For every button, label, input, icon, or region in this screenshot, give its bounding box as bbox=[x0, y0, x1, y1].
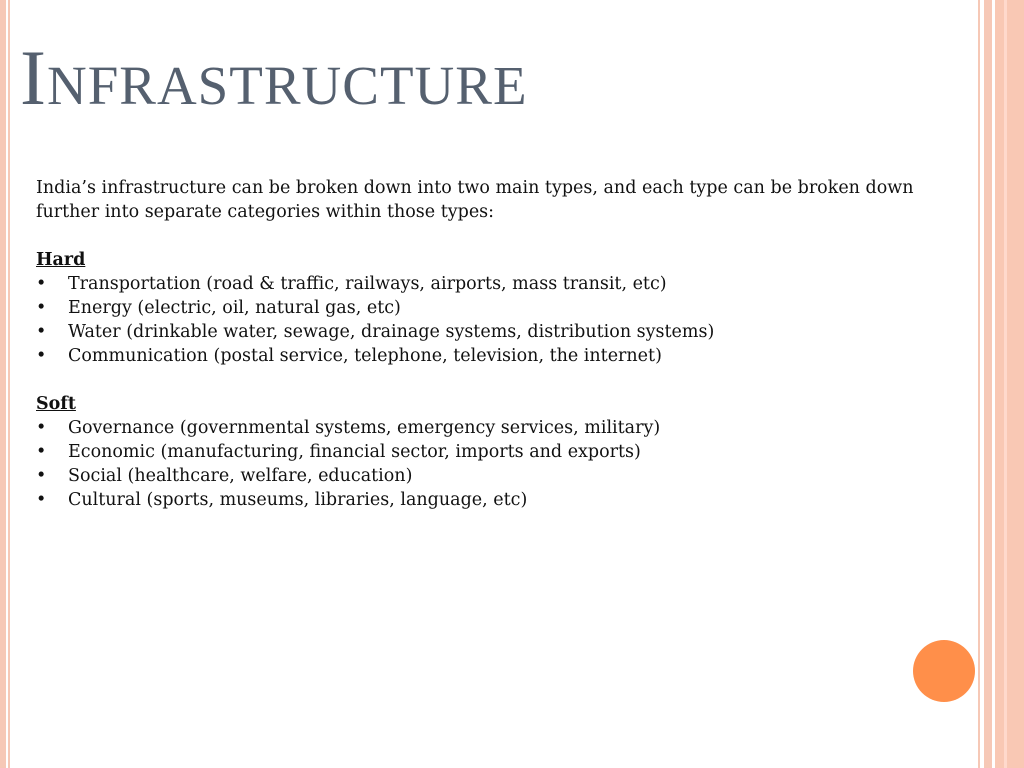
list-item bbox=[36, 488, 946, 512]
right-decorative-thin-stripe bbox=[978, 0, 980, 768]
bullet-icon: • bbox=[36, 418, 47, 438]
section-heading-hard: Hard bbox=[36, 250, 86, 270]
bullet-icon: • bbox=[36, 274, 47, 294]
right-decorative-band-highlight bbox=[1004, 0, 1007, 768]
list-item-text: Water (drinkable water, sewage, drainage systems, distribution systems) bbox=[68, 322, 715, 342]
soft-infrastructure-list bbox=[36, 416, 946, 512]
bullet-icon: • bbox=[36, 322, 47, 342]
bullet-icon: • bbox=[36, 346, 47, 366]
spacer bbox=[36, 224, 946, 248]
list-item bbox=[36, 320, 946, 344]
bullet-icon: • bbox=[36, 490, 47, 510]
list-item-text: Social (healthcare, welfare, education) bbox=[68, 466, 413, 486]
list-item-text: Transportation (road & traffic, railways, airports, mass transit, etc) bbox=[68, 274, 667, 294]
list-item bbox=[36, 272, 946, 296]
decorative-circle-icon bbox=[913, 640, 975, 702]
hard-infrastructure-list bbox=[36, 272, 946, 368]
right-decorative-band bbox=[995, 0, 1024, 768]
list-item bbox=[36, 464, 946, 488]
bullet-icon: • bbox=[36, 442, 47, 462]
bullet-icon: • bbox=[36, 466, 47, 486]
slide-body bbox=[36, 176, 946, 512]
list-item-text: Governance (governmental systems, emergency services, military) bbox=[68, 418, 661, 438]
right-decorative-stripe bbox=[984, 0, 992, 768]
bullet-icon: • bbox=[36, 298, 47, 318]
spacer bbox=[36, 368, 946, 392]
list-item bbox=[36, 440, 946, 464]
list-item-text: Communication (postal service, telephone, television, the internet) bbox=[68, 346, 662, 366]
list-item bbox=[36, 296, 946, 320]
slide-title: Infrastructure bbox=[20, 34, 528, 121]
intro-paragraph: India’s infrastructure can be broken down into two main types, and each type can be broken down further into separate categories within those types: bbox=[36, 178, 914, 222]
list-item bbox=[36, 416, 946, 440]
list-item-text: Energy (electric, oil, natural gas, etc) bbox=[68, 298, 401, 318]
list-item-text: Cultural (sports, museums, libraries, language, etc) bbox=[68, 490, 528, 510]
left-decorative-thin-stripe bbox=[8, 0, 10, 768]
list-item-text: Economic (manufacturing, financial sector, imports and exports) bbox=[68, 442, 641, 462]
list-item bbox=[36, 344, 946, 368]
left-decorative-stripe bbox=[0, 0, 6, 768]
section-heading-soft: Soft bbox=[36, 394, 76, 414]
